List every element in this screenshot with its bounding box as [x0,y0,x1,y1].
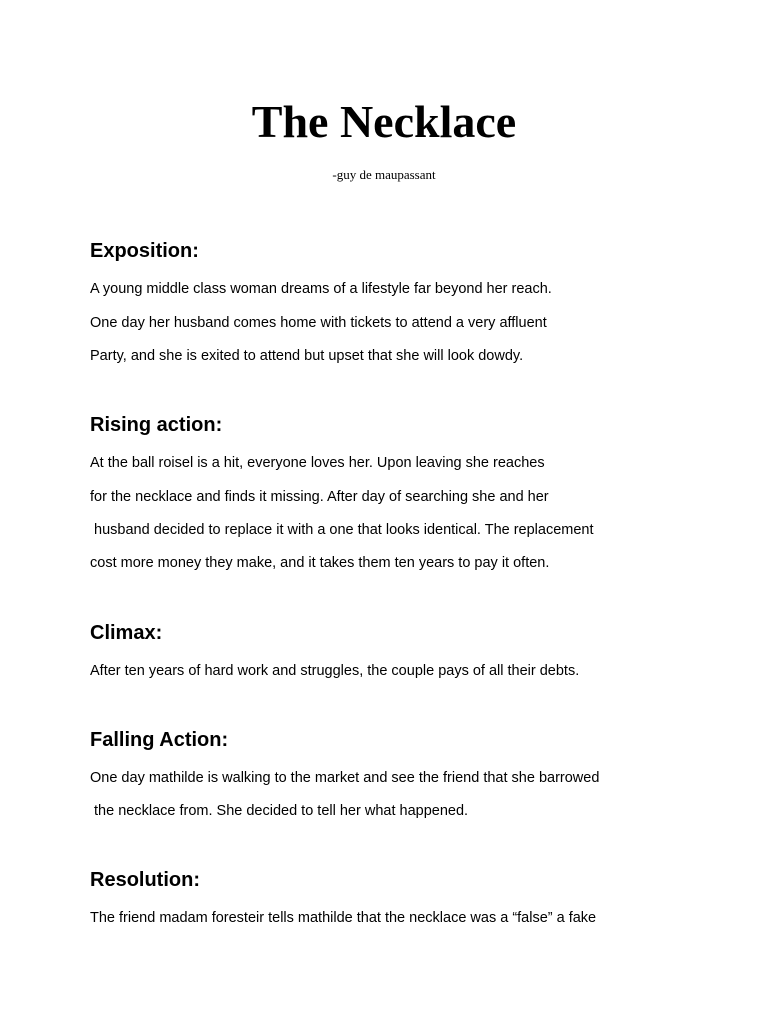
section-heading-exposition: Exposition: [90,240,199,262]
exposition-line-2: One day her husband comes home with tickets to attend a very affluent [90,315,547,331]
rising-action-line-2: for the necklace and finds it missing. After day of searching she and her [90,489,549,505]
section-heading-climax: Climax: [90,622,163,644]
section-heading-resolution: Resolution: [90,869,200,891]
rising-action-line-3: husband decided to replace it with a one that looks identical. The replacement [90,522,594,538]
falling-action-line-2: the necklace from. She decided to tell her what happened. [90,803,469,819]
section-heading-rising-action: Rising action: [90,414,223,436]
section-heading-falling-action: Falling Action: [90,729,229,751]
climax-line-1: After ten years of hard work and struggles, the couple pays of all their debts. [90,663,580,679]
rising-action-line-4: cost more money they make, and it takes them ten years to pay it often. [90,555,550,571]
document-title: The Necklace [251,96,517,147]
exposition-line-1: A young middle class woman dreams of a lifestyle far beyond her reach. [90,281,552,297]
rising-action-line-1: At the ball roisel is a hit, everyone loves her. Upon leaving she reaches [90,455,545,471]
falling-action-line-1: One day mathilde is walking to the market and see the friend that she barrowed [90,770,600,786]
exposition-line-3: Party, and she is exited to attend but upset that she will look dowdy. [90,348,524,364]
document-author: -guy de maupassant [332,167,436,182]
resolution-line-1: The friend madam foresteir tells mathilde that the necklace was a “false” a fake [90,910,597,926]
